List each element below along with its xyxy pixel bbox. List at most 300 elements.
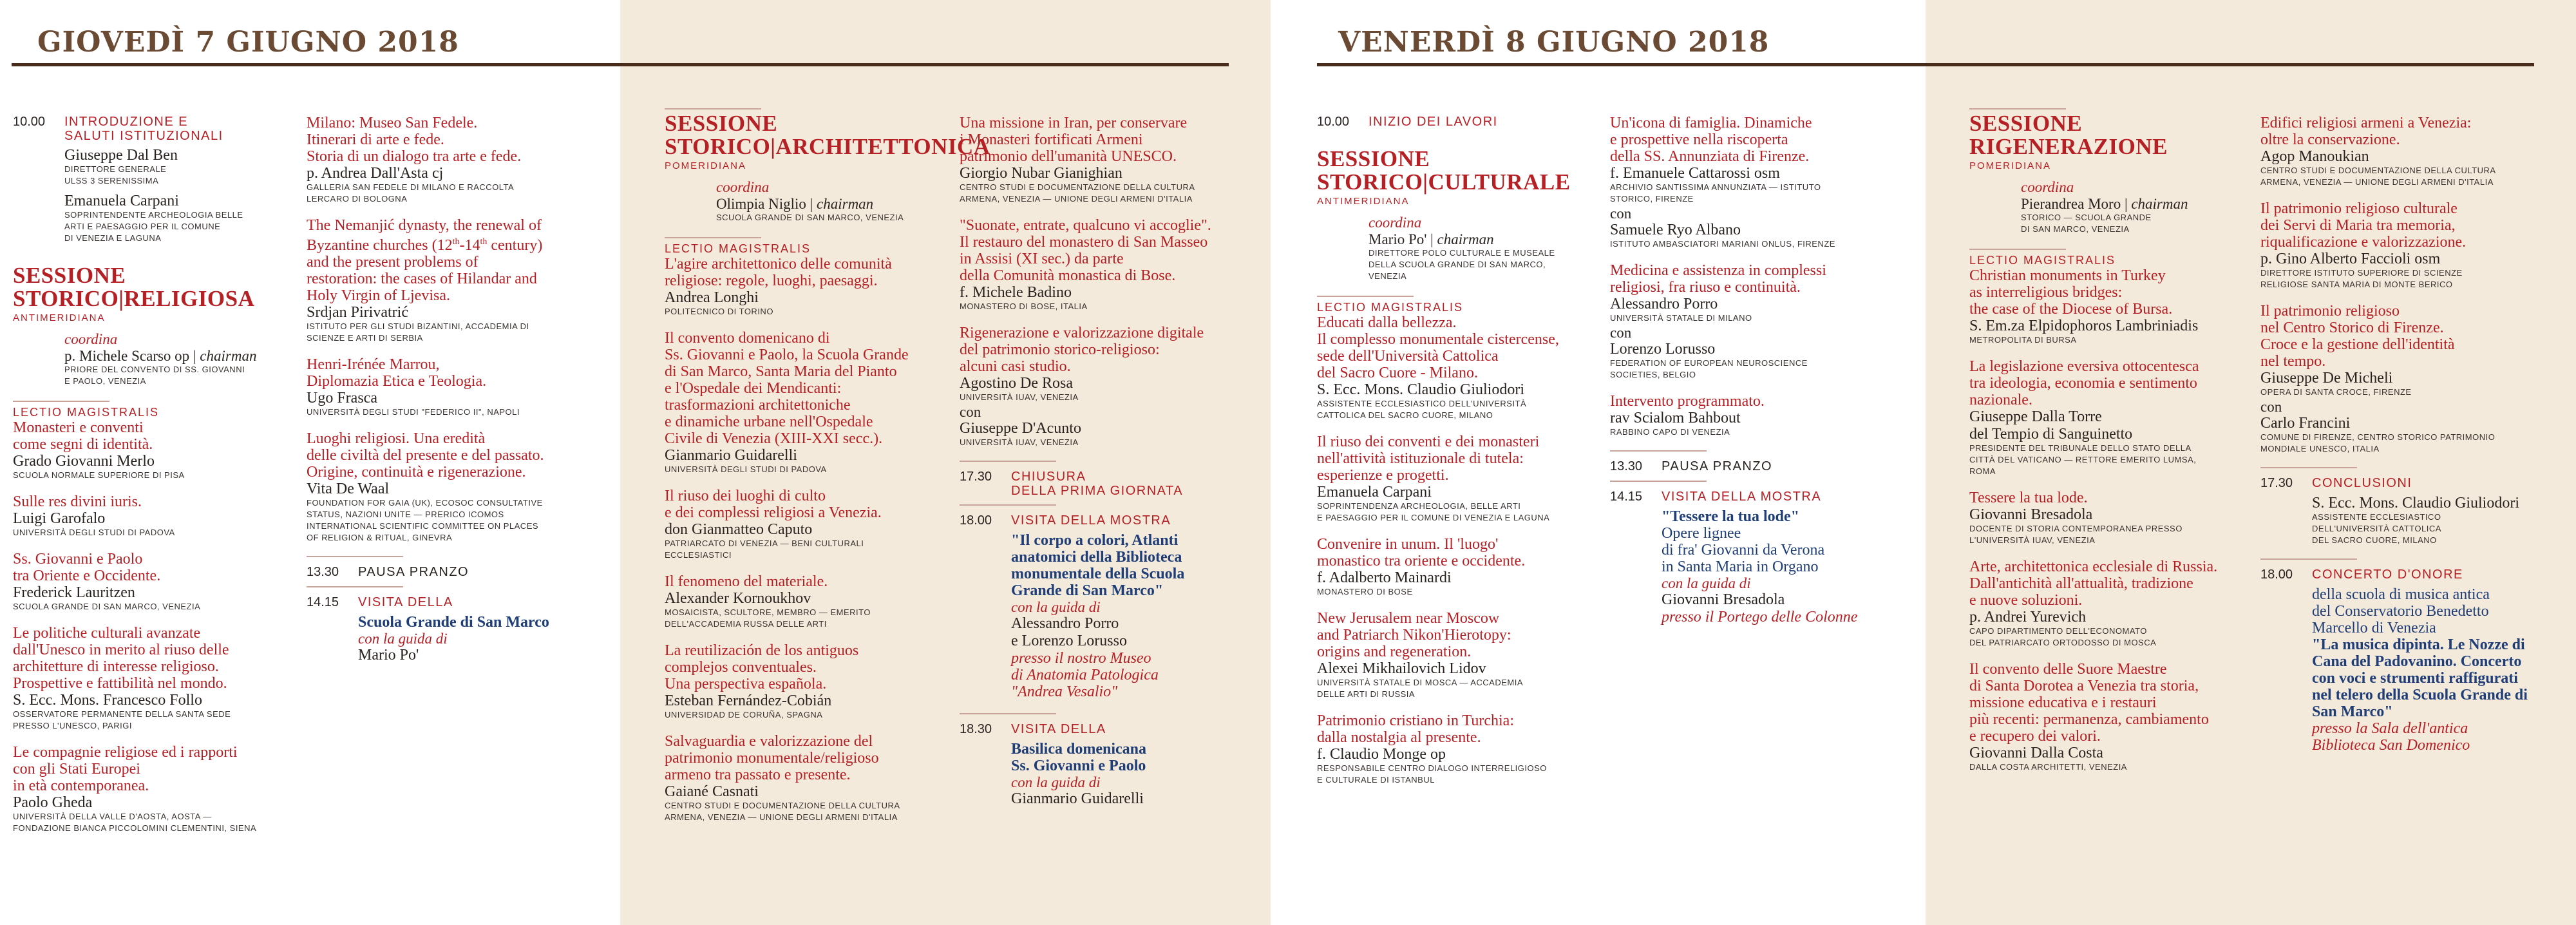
- lunch-label: PAUSA PRANZO: [358, 565, 469, 579]
- conjunction: con: [960, 404, 981, 420]
- speaker: f. Emanuele Cattarossi osm: [1610, 165, 1780, 182]
- time-label: 17.30: [2260, 476, 2293, 490]
- affiliation: SOCIETIES, BELGIO: [1610, 370, 1696, 379]
- visit-row: [960, 722, 1262, 737]
- conjunction: con: [2260, 399, 2282, 415]
- affiliation: CITTÀ DEL VATICANO — RETTORE EMERITO LUMSA,: [1969, 455, 2197, 464]
- talk: [1969, 358, 2259, 477]
- talk-title: Christian monuments in Turkey as interreligious bridges: the case of the Diocese of Bursa.: [1969, 267, 2173, 318]
- speaker: Giorgio Nubar Gianighian: [960, 165, 1122, 182]
- affiliation: STORICO — SCUOLA GRANDE: [2021, 213, 2152, 222]
- affiliation: SCIENZE E ARTI DI SERBIA: [307, 333, 423, 343]
- venue: presso il nostro Museo di Anatomia Patologica "Andrea Vesalio": [1011, 650, 1159, 700]
- talk-title: Una missione in Iran, per conservare i Monasteri fortificati Armeni patrimonio dell'umanità UNESCO.: [960, 115, 1188, 165]
- talk: [1969, 490, 2259, 546]
- talk: [2260, 200, 2563, 290]
- day-title-friday: VENERDÌ 8 GIUGNO 2018: [1338, 26, 1770, 59]
- affiliation: ARTI E PAESAGGIO PER IL COMUNE: [64, 222, 221, 231]
- concert-details: [2312, 586, 2563, 754]
- affiliation: CENTRO STUDI E DOCUMENTAZIONE DELLA CULTURA: [665, 801, 900, 810]
- conclusions-details: [2312, 495, 2563, 546]
- affiliation: RELIGIOSE SANTA MARIA DI MONTE BERICO: [2260, 280, 2453, 289]
- talk-title: La reutilización de los antiguos complejos conventuales. Una perspectiva española.: [665, 642, 859, 692]
- talk-title: Convenire in unum. Il 'luogo' monastico tra oriente e occidente.: [1317, 536, 1526, 569]
- talk-title: Henri-Irénée Marrou, Diplomazia Etica e Teologia.: [307, 356, 487, 390]
- affiliation: INTERNATIONAL SCIENTIFIC COMMITTEE ON PLACES: [307, 521, 539, 531]
- visit-place: Basilica domenicana Ss. Giovanni e Paolo: [1011, 741, 1147, 774]
- time-label: 13.30: [307, 565, 339, 579]
- talk: [1317, 610, 1600, 700]
- talk-title: Il convento domenicano di Ss. Giovanni e Paolo, la Scuola Grande di San Marco, Santa Maria del Pianto e l'Ospedale dei Mendicanti: trasformazioni architettoniche e dinamiche urbane nell'Ospedale Civile di Venezia (XIII-XXI secc.).: [665, 330, 909, 447]
- speaker: Carlo Francini: [2260, 415, 2351, 432]
- affiliation: SCUOLA GRANDE DI SAN MARCO, VENEZIA: [716, 213, 904, 222]
- affiliation: SOPRINTENDENZA ARCHEOLOGIA, BELLE ARTI: [1317, 501, 1521, 511]
- column-2: [307, 115, 590, 664]
- speaker: S. Ecc. Mons. Francesco Follo: [13, 692, 202, 709]
- talk-title: "Suonate, entrate, qualcuno vi accoglie". Il restauro del monastero di San Masseo in Assisi (XI sec.) da parte della Comunità monastica di Bose.: [960, 217, 1211, 284]
- closing-label: CHIUSURA DELLA PRIMA GIORNATA: [1011, 470, 1184, 498]
- coordinator-name: Olimpia Niglio | chairman: [716, 196, 874, 212]
- speaker: p. Gino Alberto Faccioli osm: [2260, 251, 2441, 267]
- conjunction: con: [1610, 325, 1632, 341]
- speaker: Agop Manoukian: [2260, 148, 2369, 165]
- talk: [665, 642, 948, 720]
- affiliation: CAPO DIPARTIMENTO DELL'ECONOMATO: [1969, 626, 2147, 636]
- affiliation: DOCENTE DI STORIA CONTEMPORANEA PRESSO: [1969, 524, 2183, 533]
- affiliation: DEL PATRIARCATO ORTODOSSO DI MOSCA: [1969, 638, 2157, 647]
- affiliation: UNIVERSITÀ IUAV, VENEZIA: [960, 437, 1079, 447]
- speaker: S. Ecc. Mons. Claudio Giuliodori: [2312, 495, 2519, 511]
- affiliation: E PAESAGGIO PER IL COMUNE DI VENEZIA E LAGUNA: [1317, 513, 1550, 522]
- session-subtitle: ANTIMERIDIANA: [1317, 196, 1410, 207]
- time-label: 14.15: [1610, 490, 1643, 504]
- speaker: Giovanni Bresadola: [1969, 506, 2093, 523]
- affiliation: MOSAICISTA, SCULTORE, MEMBRO — EMERITO: [665, 607, 871, 617]
- visit-place: Scuola Grande di San Marco: [358, 614, 549, 631]
- speaker: e Lorenzo Lorusso: [1011, 633, 1127, 649]
- affiliation: UNIVERSITÀ STATALE DI MILANO: [1610, 313, 1752, 323]
- divider: [1610, 450, 1707, 452]
- speaker: Gaiané Casnati: [665, 783, 759, 800]
- affiliation: DI SAN MARCO, VENEZIA: [2021, 224, 2130, 234]
- speaker: Frederick Lauritzen: [13, 584, 135, 601]
- affiliation: DALLA COSTA ARCHITETTI, VENEZIA: [1969, 762, 2127, 772]
- talk: [960, 217, 1262, 312]
- affiliation: DELL'ACCADEMIA RUSSA DELLE ARTI: [665, 619, 827, 629]
- talk-title: Luoghi religiosi. Una eredità delle civiltà del presente e del passato. Origine, continuità e rigenerazione.: [307, 430, 544, 481]
- affiliation: UNIVERSITÀ DEGLI STUDI DI PADOVA: [13, 528, 175, 537]
- affiliation: CENTRO STUDI E DOCUMENTAZIONE DELLA CULTURA: [2260, 166, 2496, 175]
- visit-label: VISITA DELLA MOSTRA: [1662, 490, 1822, 504]
- affiliation: MONASTERO DI BOSE: [1317, 587, 1413, 596]
- affiliation: STORICO, FIRENZE: [1610, 194, 1694, 204]
- affiliation: COMUNE DI FIRENZE, CENTRO STORICO PATRIMONIO: [2260, 432, 2496, 442]
- talk-title: La legislazione eversiva ottocentesca tra ideologia, economia e sentimento nazionale.: [1969, 358, 2199, 408]
- talk: [307, 430, 590, 543]
- speaker: Giuseppe D'Acunto: [960, 420, 1081, 437]
- time-label: 10.00: [13, 115, 46, 129]
- speaker: p. Andrea Dall'Asta cj: [307, 165, 444, 182]
- conjunction: con: [1610, 205, 1632, 222]
- speaker: Mario Po': [358, 647, 419, 663]
- speaker: Luigi Garofalo: [13, 510, 106, 527]
- talk-title: Arte, architettonica ecclesiale di Russia. Dall'antichità all'attualità, tradizione e nuove soluzioni.: [1969, 558, 2218, 609]
- speaker: rav Scialom Bahbout: [1610, 410, 1741, 426]
- talk: [1610, 393, 1906, 437]
- affiliation: OSSERVATORE PERMANENTE DELLA SANTA SEDE: [13, 709, 231, 719]
- lunch-row: [307, 565, 590, 580]
- speaker: Gianmario Guidarelli: [665, 447, 797, 464]
- session-title: SESSIONE STORICO|ARCHITETTONICA: [665, 111, 990, 159]
- concert-row: [2260, 567, 2563, 582]
- affiliation: DIRETTORE ISTITUTO SUPERIORE DI SCIENZE: [2260, 268, 2463, 278]
- talk: [2260, 303, 2563, 454]
- visit-label: VISITA DELLA: [1011, 722, 1106, 736]
- affiliation: UNIVERSIDAD DE CORUÑA, SPAGNA: [665, 710, 823, 720]
- exhibition-note: Opere lignee di fra' Giovanni da Verona in Santa Maria in Organo: [1662, 525, 1825, 575]
- coordinator-name: Mario Po' | chairman: [1368, 231, 1494, 247]
- affiliation: PRIORE DEL CONVENTO DI SS. GIOVANNI: [64, 365, 245, 374]
- time-label: 18.30: [960, 722, 992, 736]
- column-1: [13, 115, 283, 846]
- talk: [1969, 558, 2259, 648]
- coordinator: [716, 179, 948, 223]
- column-5: [1317, 115, 1600, 798]
- visit-details: [1662, 508, 1906, 625]
- speaker: Gianmario Guidarelli: [1011, 790, 1144, 807]
- affiliation: VENEZIA: [1368, 271, 1407, 281]
- conclusions-row: [2260, 476, 2563, 491]
- talk: [13, 625, 283, 731]
- talk: [1317, 536, 1600, 597]
- opening-label: INIZIO DEI LAVORI: [1368, 115, 1498, 129]
- lunch-label: PAUSA PRANZO: [1662, 459, 1773, 473]
- affiliation: LERCARO DI BOLOGNA: [307, 194, 408, 204]
- divider: [960, 713, 1056, 714]
- session-subtitle: POMERIDIANA: [665, 160, 747, 171]
- speaker: S. Em.za Elpidophoros Lambriniadis: [1969, 318, 2199, 334]
- talk: [665, 256, 948, 317]
- affiliation: DEL SACRO CUORE, MILANO: [2312, 535, 2437, 545]
- speaker: Vita De Waal: [307, 481, 390, 497]
- speaker: Grado Giovanni Merlo: [13, 453, 155, 470]
- visit-details: [358, 614, 590, 664]
- divider: [13, 401, 109, 402]
- affiliation: CATTOLICA DEL SACRO CUORE, MILANO: [1317, 410, 1493, 420]
- coordinator: [2021, 179, 2259, 234]
- coordinator-name: p. Michele Scarso op | chairman: [64, 348, 257, 364]
- divider: [1317, 296, 1414, 297]
- talk: [1610, 115, 1906, 249]
- affiliation: PRESIDENTE DEL TRIBUNALE DELLO STATO DELLA: [1969, 443, 2192, 453]
- coordinator-label: coordina: [2021, 179, 2074, 195]
- opening-row: [13, 115, 283, 143]
- session-title: SESSIONE STORICO|RELIGIOSA: [13, 263, 255, 311]
- affiliation: RABBINO CAPO DI VENEZIA: [1610, 427, 1730, 437]
- opening-row: [1317, 115, 1600, 129]
- divider: [1969, 249, 2066, 250]
- affiliation: E CULTURALE DI ISTANBUL: [1317, 775, 1435, 785]
- guide-label: con la guida di: [1011, 774, 1101, 790]
- speaker: Alexei Mikhailovich Lidov: [1317, 660, 1486, 677]
- talk-title: Edifici religiosi armeni a Venezia: oltre la conservazione.: [2260, 115, 2472, 148]
- time-label: 10.00: [1317, 115, 1350, 129]
- affiliation: OF RELIGION & RITUAL, GINEVRA: [307, 533, 453, 542]
- lunch-row: [1610, 459, 1906, 474]
- day-rule-friday: [1317, 63, 2534, 66]
- affiliation: SCUOLA GRANDE DI SAN MARCO, VENEZIA: [13, 602, 201, 611]
- closing-row: [960, 470, 1262, 498]
- talk-title: Salvaguardia e valorizzazione del patrimonio monumentale/religioso armeno tra passato e presente.: [665, 733, 879, 783]
- speaker: f. Michele Badino: [960, 284, 1072, 301]
- affiliation: E PAOLO, VENEZIA: [64, 376, 146, 386]
- time-label: 18.00: [960, 513, 992, 528]
- talk-title: Le compagnie religiose ed i rapporti con gli Stati Europei in età contemporanea.: [13, 744, 238, 794]
- speaker: Alessandro Porro: [1011, 615, 1119, 632]
- talk: [665, 488, 948, 560]
- opening-speakers: [64, 147, 283, 243]
- talk: [13, 551, 283, 612]
- affiliation: ARMENA, VENEZIA — UNIONE DEGLI ARMENI D'ITALIA: [665, 812, 898, 822]
- talk: [2260, 115, 2563, 187]
- talk-title: Un'icona di famiglia. Dinamiche e prospettive nella riscoperta della SS. Annunziata di Firenze.: [1610, 115, 1812, 165]
- talk-title: Sulle res divini iuris.: [13, 493, 142, 510]
- talk-title: Tessere la tua lode.: [1969, 490, 2088, 506]
- talk: [960, 325, 1262, 448]
- speaker: Giovanni Dalla Costa: [1969, 745, 2103, 761]
- opening-label: INTRODUZIONE E SALUTI ISTITUZIONALI: [64, 115, 223, 143]
- affiliation: FEDERATION OF EUROPEAN NEUROSCIENCE: [1610, 358, 1808, 368]
- affiliation: ISTITUTO PER GLI STUDI BIZANTINI, ACCADEMIA DI: [307, 321, 529, 331]
- talk: [1317, 712, 1600, 785]
- speaker: Emanuela Carpani: [64, 193, 179, 209]
- talk: [13, 744, 283, 834]
- talk-title: New Jerusalem near Moscow and Patriarch Nikon'Hierotopy: origins and regeneration.: [1317, 610, 1511, 660]
- visit-row: [307, 595, 590, 610]
- divider: [307, 556, 403, 557]
- session-title: SESSIONE RIGENERAZIONE: [1969, 111, 2168, 159]
- divider: [2260, 558, 2357, 560]
- talk-title: Medicina e assistenza in complessi religiosi, fra riuso e continuità.: [1610, 262, 1826, 296]
- lectio-label: LECTIO MAGISTRALIS: [665, 242, 811, 255]
- affiliation: ULSS 3 SERENISSIMA: [64, 176, 159, 186]
- lectio-label: LECTIO MAGISTRALIS: [1969, 254, 2116, 267]
- affiliation: GALLERIA SAN FEDELE DI MILANO E RACCOLTA: [307, 182, 515, 192]
- talk-title: L'agire architettonico delle comunità religiose: regole, luoghi, paesaggi.: [665, 256, 892, 289]
- column-8: [2260, 115, 2563, 754]
- affiliation: UNIVERSITÀ DELLA VALLE D'AOSTA, AOSTA —: [13, 812, 212, 821]
- affiliation: ARMENA, VENEZIA — UNIONE DEGLI ARMENI D'ITALIA: [960, 194, 1193, 204]
- talk: [13, 493, 283, 538]
- visit-label: VISITA DELLA: [358, 595, 453, 609]
- affiliation: OPERA DI SANTA CROCE, FIRENZE: [2260, 387, 2412, 397]
- speaker: del Tempio di Sanguinetto: [1969, 426, 2133, 443]
- speaker: Alessandro Porro: [1610, 296, 1718, 312]
- time-label: 14.15: [307, 595, 339, 609]
- speaker: Giuseppe Dalla Torre: [1969, 408, 2102, 425]
- affiliation: RESPONSABILE CENTRO DIALOGO INTERRELIGIOSO: [1317, 763, 1547, 773]
- affiliation: CENTRO STUDI E DOCUMENTAZIONE DELLA CULTURA: [960, 182, 1195, 192]
- session-subtitle: POMERIDIANA: [1969, 160, 2052, 171]
- divider: [1610, 481, 1707, 482]
- session-title: SESSIONE STORICO|CULTURALE: [1317, 146, 1571, 195]
- talk-title: Il fenomeno del materiale.: [665, 573, 828, 590]
- speaker: Giovanni Bresadola: [1662, 591, 1785, 608]
- talk-title: Patrimonio cristiano in Turchia: dalla nostalgia al presente.: [1317, 712, 1514, 746]
- speaker: Andrea Longhi: [665, 289, 759, 306]
- divider: [960, 504, 1056, 506]
- affiliation: DELL'UNIVERSITÀ CATTOLICA: [2312, 524, 2441, 533]
- divider: [2260, 467, 2357, 468]
- affiliation: METROPOLITA DI BURSA: [1969, 335, 2077, 345]
- guide-label: con la guida di: [358, 631, 448, 647]
- speaker: Agostino De Rosa: [960, 375, 1073, 392]
- affiliation: SCUOLA NORMALE SUPERIORE DI PISA: [13, 470, 185, 480]
- talk-title: Il patrimonio religioso nel Centro Storico di Firenze. Croce e la gestione dell'identità nel tempo.: [2260, 303, 2455, 370]
- talk-title: Monasteri e conventi come segni di identità.: [13, 419, 153, 453]
- coordinator-label: coordina: [1368, 215, 1422, 231]
- time-label: 18.00: [2260, 567, 2293, 582]
- talk-title: Ss. Giovanni e Paolo tra Oriente e Occidente.: [13, 551, 161, 584]
- talk: [1317, 434, 1600, 523]
- visit-row: [1610, 490, 1906, 504]
- talk-title: Educati dalla bellezza. Il complesso monumentale cistercense, sede dell'Università Cattolica del Sacro Cuore - Milano.: [1317, 314, 1559, 381]
- talk: [665, 573, 948, 629]
- affiliation: ARCHIVIO SANTISSIMA ANNUNZIATA — ISTITUTO: [1610, 182, 1821, 192]
- affiliation: ASSISTENTE ECCLESIASTICO DELL'UNIVERSITÀ: [1317, 399, 1527, 408]
- concert-title: "La musica dipinta. Le Nozze di Cana del Padovanino. Concerto con voci e strumenti raffigurati nel telero della Scuola Grande di San Marco": [2312, 636, 2528, 720]
- column-6: [1610, 115, 1906, 625]
- coordinator: [1368, 215, 1600, 281]
- affiliation: MONASTERO DI BOSE, ITALIA: [960, 301, 1088, 311]
- affiliation: UNIVERSITÀ DEGLI STUDI DI PADOVA: [665, 464, 827, 474]
- exhibition-title: "Il corpo a colori, Atlanti anatomici della Biblioteca monumentale della Scuola Grande di San Marco": [1011, 532, 1185, 599]
- visit-row: [960, 513, 1262, 528]
- visit-label: VISITA DELLA MOSTRA: [1011, 513, 1171, 528]
- speaker: Giuseppe Dal Ben: [64, 147, 178, 164]
- talk-title: Il riuso dei luoghi di culto e dei complessi religiosi a Venezia.: [665, 488, 882, 521]
- lectio-label: LECTIO MAGISTRALIS: [1317, 301, 1464, 314]
- speaker: S. Ecc. Mons. Claudio Giuliodori: [1317, 381, 1524, 398]
- talk-title: Il riuso dei conventi e dei monasteri nell'attività istituzionale di tutela: esperienze e progetti.: [1317, 434, 1540, 484]
- venue: presso la Sala dell'antica Biblioteca San Domenico: [2312, 720, 2470, 754]
- affiliation: PRESSO L'UNESCO, PARIGI: [13, 721, 132, 730]
- day-title-thursday: GIOVEDÌ 7 GIUGNO 2018: [37, 26, 459, 59]
- affiliation: UNIVERSITÀ IUAV, VENEZIA: [960, 392, 1079, 402]
- affiliation: L'UNIVERSITÀ IUAV, VENEZIA: [1969, 535, 2096, 545]
- affiliation: ISTITUTO AMBASCIATORI MARIANI ONLUS, FIRENZE: [1610, 239, 1835, 249]
- speaker: Giuseppe De Micheli: [2260, 370, 2393, 386]
- talk: [665, 330, 948, 475]
- column-7: [1969, 108, 2259, 785]
- affiliation: STATUS, NAZIONI UNITE — PRERICO ICOMOS: [307, 510, 504, 519]
- affiliation: DI VENEZIA E LAGUNA: [64, 233, 162, 243]
- coordinator: [64, 331, 283, 386]
- concert-label: CONCERTO D'ONORE: [2312, 567, 2463, 582]
- affiliation: DELLA SCUOLA GRANDE DI SAN MARCO,: [1368, 260, 1546, 269]
- time-label: 13.30: [1610, 459, 1643, 473]
- exhibition-title: "Tessere la tua lode": [1662, 508, 1799, 525]
- affiliation: PATRIARCATO DI VENEZIA — BENI CULTURALI: [665, 539, 864, 548]
- talk: [13, 419, 283, 481]
- divider: [665, 108, 761, 110]
- speaker: Esteban Fernández-Cobián: [665, 692, 832, 709]
- speaker: p. Andrei Yurevich: [1969, 609, 2087, 625]
- coordinator-label: coordina: [716, 179, 770, 195]
- coordinator-label: coordina: [64, 331, 118, 347]
- affiliation: ROMA: [1969, 466, 1996, 476]
- talk-title: Il patrimonio religioso culturale dei Servi di Maria tra memoria, riqualificazione e valorizzazione.: [2260, 200, 2467, 251]
- talk: [960, 115, 1262, 204]
- affiliation: MONDIALE UNESCO, ITALIA: [2260, 444, 2380, 453]
- coordinator-name: Pierandrea Moro | chairman: [2021, 196, 2188, 212]
- talk-title: Rigenerazione e valorizzazione digitale del patrimonio storico-religioso: alcuni casi studio.: [960, 325, 1204, 375]
- speaker: f. Adalberto Mainardi: [1317, 569, 1452, 586]
- speaker: don Gianmatteo Caputo: [665, 521, 813, 538]
- conclusions-label: CONCLUSIONI: [2312, 476, 2412, 490]
- concert-note: della scuola di musica antica del Conservatorio Benedetto Marcello di Venezia: [2312, 586, 2490, 636]
- divider: [665, 237, 761, 238]
- speaker: Emanuela Carpani: [1317, 484, 1432, 501]
- affiliation: DELLE ARTI DI RUSSIA: [1317, 689, 1416, 699]
- affiliation: ARMENA, VENEZIA — UNIONE DEGLI ARMENI D'ITALIA: [2260, 177, 2494, 187]
- affiliation: UNIVERSITÀ STATALE DI MOSCA — ACCADEMIA: [1317, 678, 1523, 687]
- talk-title: Milano: Museo San Fedele. Itinerari di arte e fede. Storia di un dialogo tra arte e fede.: [307, 115, 522, 165]
- speaker: Lorenzo Lorusso: [1610, 341, 1716, 358]
- talk: [1969, 267, 2259, 345]
- divider: [307, 586, 403, 587]
- affiliation: DIRETTORE GENERALE: [64, 164, 167, 174]
- talk: [307, 217, 590, 343]
- talk: [1317, 314, 1600, 421]
- affiliation: FOUNDATION FOR GAIA (UK), ECOSOC CONSULTATIVE: [307, 498, 543, 508]
- affiliation: DIRETTORE POLO CULTURALE E MUSEALE: [1368, 248, 1555, 258]
- speaker: f. Claudio Monge op: [1317, 746, 1446, 763]
- divider: [960, 461, 1056, 462]
- guide-label: con la guida di: [1011, 599, 1101, 615]
- affiliation: SOPRINTENDENTE ARCHEOLOGIA BELLE: [64, 210, 243, 220]
- speaker: Alexander Kornoukhov: [665, 590, 811, 607]
- speaker: Samuele Ryo Albano: [1610, 222, 1741, 238]
- lectio-label: LECTIO MAGISTRALIS: [13, 406, 160, 419]
- venue: presso il Portego delle Colonne: [1662, 609, 1858, 625]
- talk: [1610, 262, 1906, 380]
- talk-title: Intervento programmato.: [1610, 393, 1765, 410]
- talk: [307, 356, 590, 417]
- talk-title: Il convento delle Suore Maestre di Santa Dorotea a Venezia tra storia, missione educativa e i restauri più recenti: permanenza, cambiamento e recupero dei valori.: [1969, 661, 2209, 745]
- affiliation: ASSISTENTE ECCLESIASTICO: [2312, 512, 2441, 522]
- divider: [1969, 108, 2066, 110]
- talk: [665, 733, 948, 823]
- affiliation: POLITECNICO DI TORINO: [665, 307, 773, 316]
- talk-title: The Nemanjić dynasty, the renewal of Byzantine churches (12th-14th century) and the present problems of restoration: the cases of Hilandar and Holy Virgin of Ljevisa.: [307, 217, 543, 304]
- session-subtitle: ANTIMERIDIANA: [13, 312, 106, 323]
- day-rule-thursday: [12, 63, 1229, 66]
- speaker: Ugo Frasca: [307, 390, 377, 406]
- affiliation: ECCLESIASTICI: [665, 550, 732, 560]
- visit-details: [1011, 532, 1262, 700]
- talk: [307, 115, 590, 204]
- affiliation: UNIVERSITÀ DEGLI STUDI "FEDERICO II", NAPOLI: [307, 407, 520, 417]
- affiliation: FONDAZIONE BIANCA PICCOLOMINI CLEMENTINI, SIENA: [13, 823, 257, 833]
- column-4: [960, 115, 1262, 808]
- visit-details: [1011, 741, 1262, 808]
- speaker: Paolo Gheda: [13, 794, 93, 811]
- talk: [1969, 661, 2259, 772]
- guide-label: con la guida di: [1662, 575, 1751, 591]
- time-label: 17.30: [960, 470, 992, 484]
- speaker: Srdjan Pirivatrić: [307, 304, 408, 321]
